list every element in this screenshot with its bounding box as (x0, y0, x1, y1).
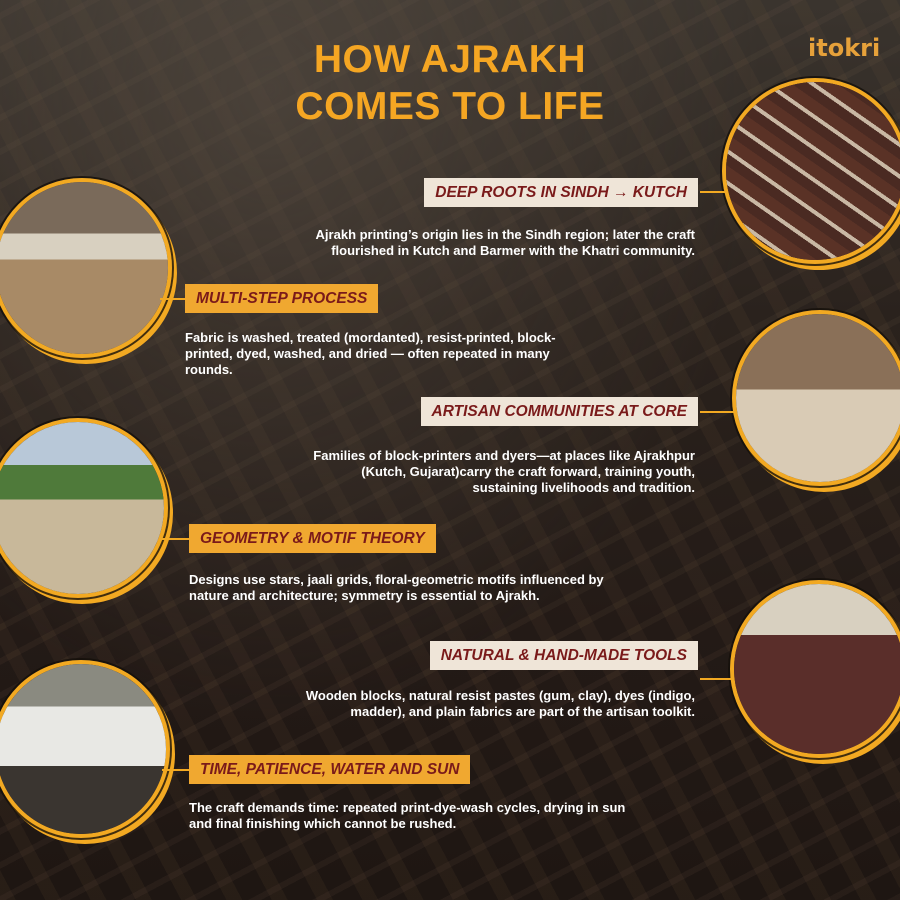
text-line: madder), and plain fabrics are part of the artisan toolkit. (350, 704, 695, 719)
text-line: Fabric is washed, treated (mordanted), resist-printed, block- (185, 330, 556, 345)
section-text-deep-roots (195, 227, 695, 259)
text-line: Ajrakh printing’s origin lies in the Sindh region; later the craft (315, 227, 695, 242)
title-line-1: HOW AJRAKH (313, 38, 587, 81)
text-line: (Kutch, Gujarat)carry the craft forward, training youth, (361, 464, 695, 479)
connector-line (700, 411, 735, 413)
brand-logo: itokri (808, 34, 881, 62)
connector-line (700, 678, 732, 680)
section-text-multi-step (185, 330, 705, 378)
section-text-time-patience (189, 800, 719, 832)
text-line: flourished in Kutch and Barmer with the Khatri community. (331, 243, 695, 258)
section-heading-natural-tools: NATURAL & HAND-MADE TOOLS (430, 641, 698, 670)
connector-line (162, 769, 189, 771)
section-heading-deep-roots: DEEP ROOTS IN SINDH → KUTCH (424, 178, 698, 207)
section-heading-artisan-communities: ARTISAN COMMUNITIES AT CORE (421, 397, 698, 426)
text-line: and final finishing which cannot be rushed. (189, 816, 457, 831)
photo-artisan-dyeing-washing (0, 660, 170, 838)
text-line: Families of block-printers and dyers—at places like Ajrakhpur (313, 448, 695, 463)
section-heading-geometry-motif: GEOMETRY & MOTIF THEORY (189, 524, 436, 553)
photo-artisan-printing-fabric (730, 580, 900, 758)
section-heading-time-patience: TIME, PATIENCE, WATER AND SUN (189, 755, 470, 784)
connector-line (160, 538, 189, 540)
section-text-geometry-motif (189, 572, 709, 604)
section-heading-multi-step: MULTI-STEP PROCESS (185, 284, 378, 313)
photo-artisan-printing-table (0, 178, 172, 358)
text-line: sustaining livelihoods and tradition. (472, 480, 695, 495)
connector-line (700, 191, 728, 193)
photo-artisan-block-printing (732, 310, 900, 486)
photo-fabric-drying-outdoors (0, 418, 168, 598)
text-line: nature and architecture; symmetry is essential to Ajrakh. (189, 588, 540, 603)
text-line: Wooden blocks, natural resist pastes (gum, clay), dyes (indigo, (305, 688, 695, 703)
connector-line (160, 298, 185, 300)
section-text-artisan-communities (195, 448, 695, 496)
text-line: rounds. (185, 362, 233, 377)
text-line: printed, dyed, washed, and dried — often repeated in many (185, 346, 550, 361)
photo-block-printing-closeup (722, 78, 900, 264)
title-line-2: COMES TO LIFE (295, 85, 605, 128)
text-line: The craft demands time: repeated print-dye-wash cycles, drying in sun (189, 800, 626, 815)
text-line: Designs use stars, jaali grids, floral-geometric motifs influenced by (189, 572, 604, 587)
section-text-natural-tools (195, 688, 695, 720)
